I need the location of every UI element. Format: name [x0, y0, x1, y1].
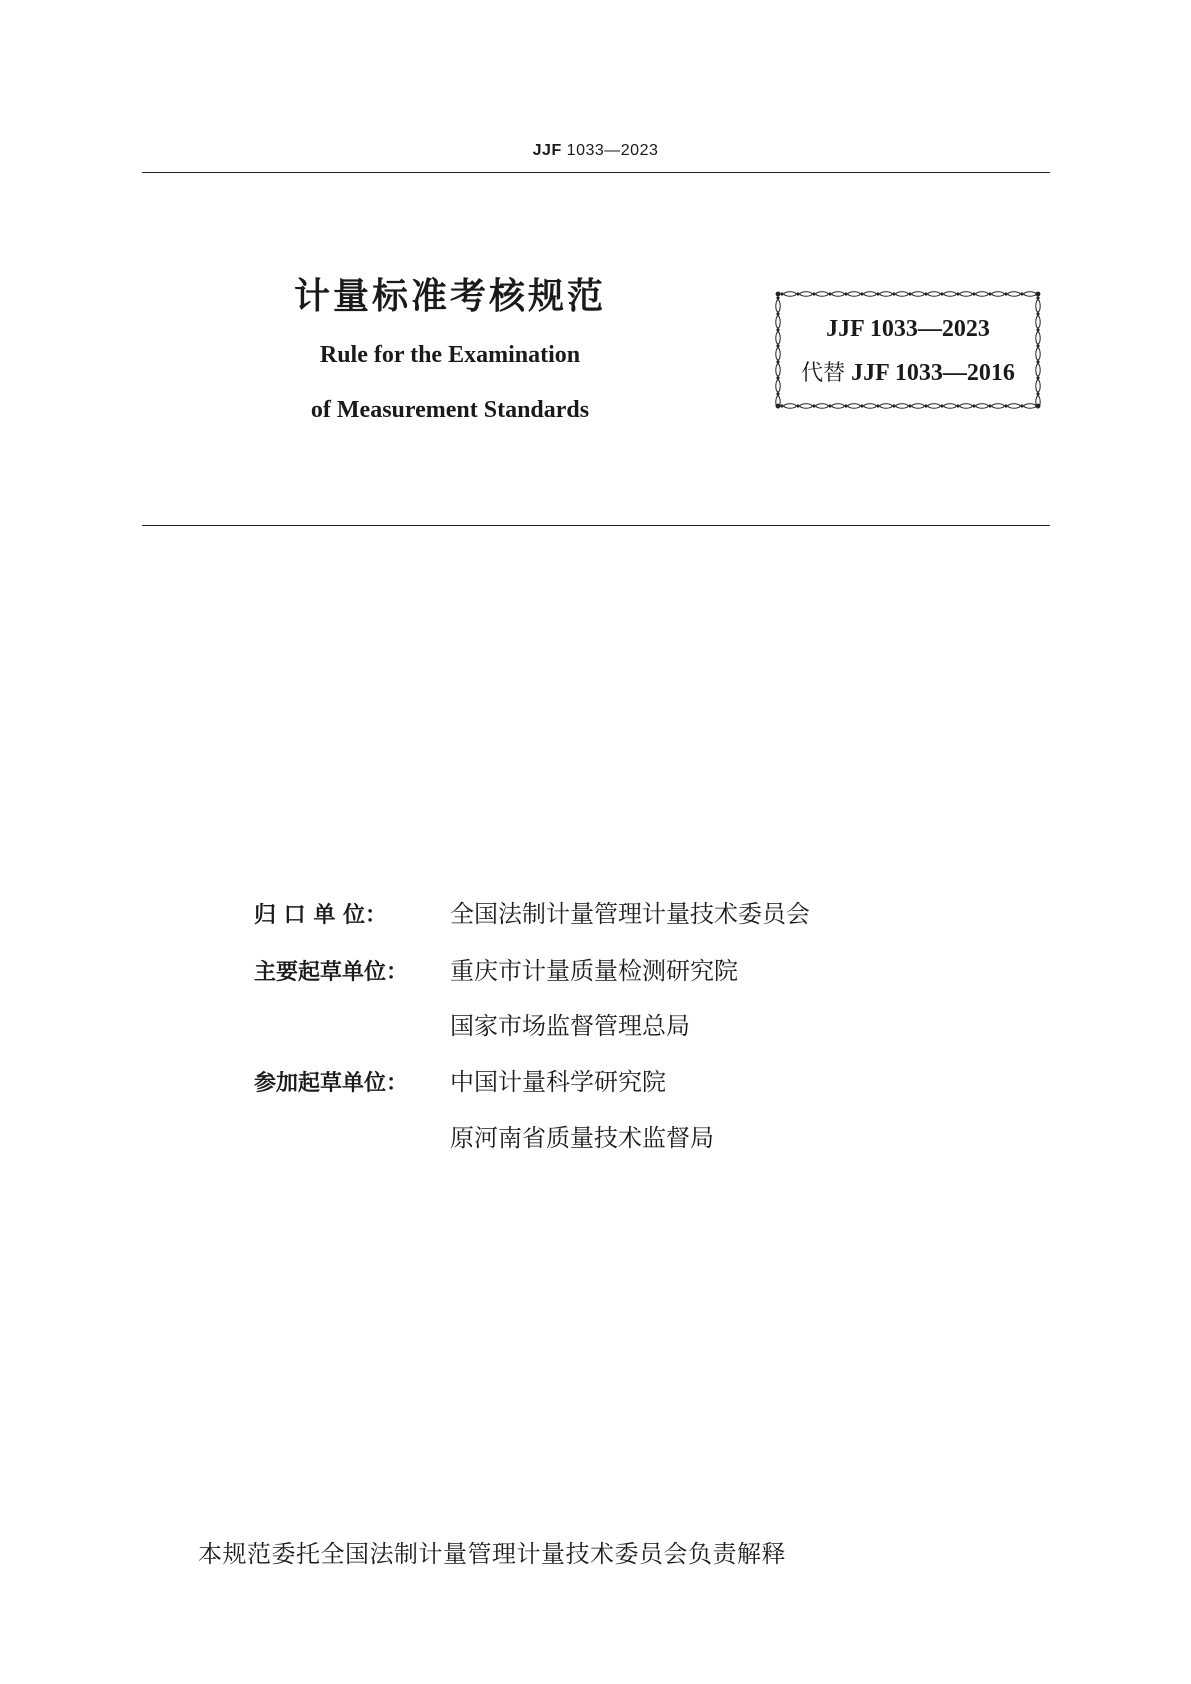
responsible-unit-value: 全国法制计量管理计量技术委员会	[450, 900, 810, 928]
responsible-unit-label: 归 口 单 位：	[254, 903, 387, 928]
replaces-code: JJF 1033—2016	[851, 360, 1015, 386]
standard-code: JJF 1033—2023	[826, 316, 990, 342]
participating-drafting-row-2	[254, 1122, 714, 1154]
participating-drafting-value-1: 中国计量科学研究院	[450, 1068, 666, 1096]
replaces-line	[772, 356, 1044, 387]
main-drafting-value-2: 国家市场监督管理总局	[450, 1012, 690, 1040]
header-code-number: 1033—2023	[566, 142, 659, 159]
top-divider	[142, 172, 1050, 173]
replaces-prefix: 代替	[801, 361, 846, 386]
main-drafting-row-2	[254, 1010, 690, 1042]
title-english-line1: Rule for the Examination	[319, 342, 581, 368]
title-english-line2: of Measurement Standards	[310, 397, 590, 423]
bottom-divider	[142, 525, 1050, 526]
decorative-border	[772, 288, 1044, 412]
main-drafting-value-1: 重庆市计量质量检测研究院	[450, 957, 738, 985]
participating-drafting-row-1	[254, 1066, 666, 1100]
main-drafting-row-1	[254, 955, 738, 989]
main-drafting-label: 主要起草单位：	[254, 960, 409, 985]
participating-drafting-label: 参加起草单位：	[254, 1071, 409, 1096]
header-code-prefix: JJF	[532, 142, 562, 159]
title-chinese: 计量标准考核规范	[293, 276, 606, 317]
responsible-unit-row	[254, 898, 810, 932]
standard-code-box	[772, 288, 1044, 412]
running-header	[0, 142, 1191, 160]
interpretation-note: 本规范委托全国法制计量管理计量技术委员会负责解释	[198, 1540, 786, 1568]
participating-drafting-value-2: 原河南省质量技术监督局	[450, 1124, 714, 1152]
